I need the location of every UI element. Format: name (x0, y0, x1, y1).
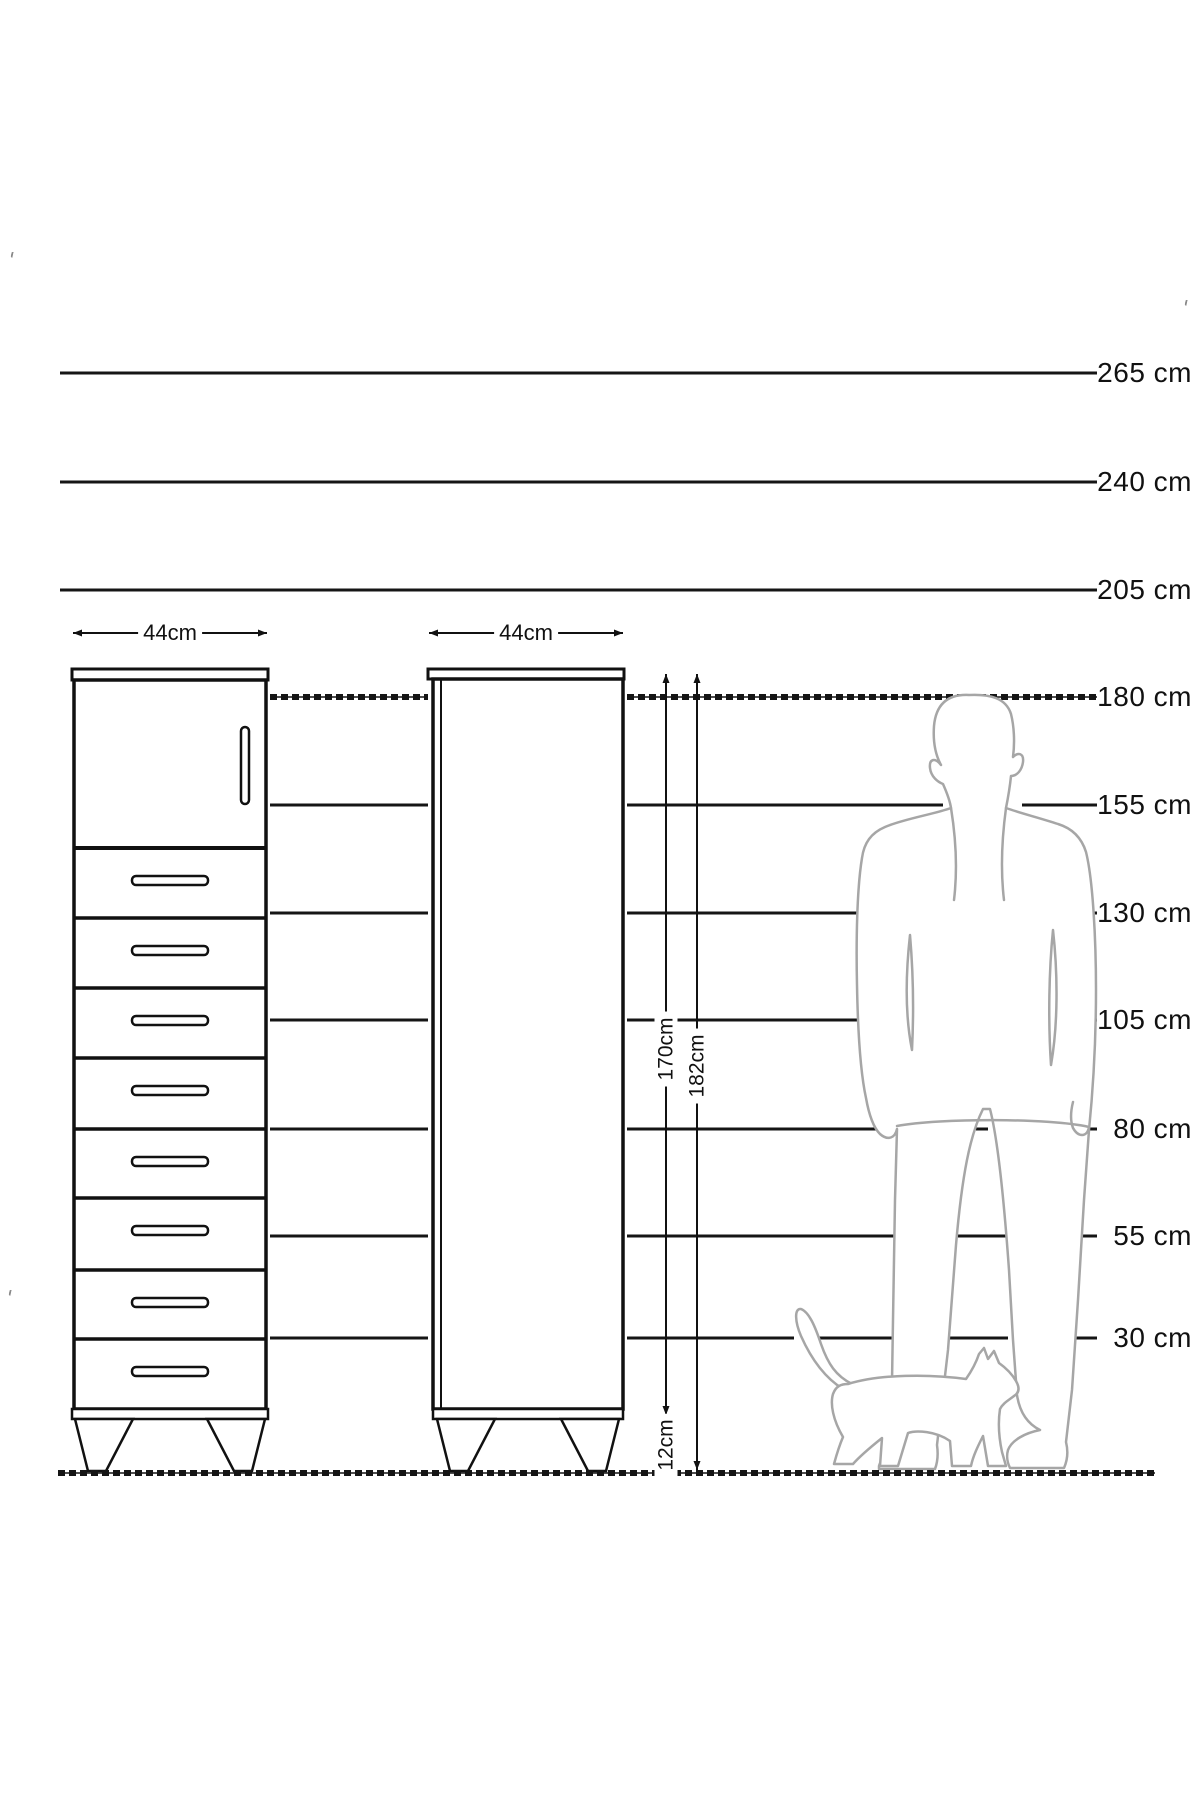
height-label-30cm: 30 cm (1113, 1322, 1192, 1353)
cabinet2-right-leg (561, 1419, 619, 1471)
door-handle (241, 727, 249, 804)
height-label-265cm: 265 cm (1097, 357, 1192, 388)
height-label-80cm: 80 cm (1113, 1113, 1192, 1144)
height-label-105cm: 105 cm (1097, 1004, 1192, 1035)
body-height-label: 170cm (655, 1011, 678, 1086)
total-height-label: 182cm (686, 1028, 709, 1103)
height-label-55cm: 55 cm (1113, 1220, 1192, 1251)
cabinet-with-drawers (72, 669, 268, 1471)
width-label-right-cabinet: 44cm (494, 621, 558, 645)
height-label-205cm: 205 cm (1097, 574, 1192, 605)
cabinet1-base (72, 1409, 268, 1419)
cat-tail (796, 1309, 852, 1389)
cabinet1-left-leg (75, 1419, 133, 1471)
man-silhouette (857, 695, 1096, 1469)
height-label-240cm: 240 cm (1097, 466, 1192, 497)
height-label-130cm: 130 cm (1097, 897, 1192, 928)
cabinet2-body (433, 679, 623, 1409)
cabinet2-left-leg (437, 1419, 495, 1471)
man-outline (857, 695, 1096, 1469)
height-label-180cm: 180 cm (1097, 681, 1192, 712)
leg-height-label: 12cm (655, 1413, 678, 1476)
cabinet1-right-leg (207, 1419, 265, 1471)
width-label-left-cabinet: 44cm (138, 621, 202, 645)
cabinet-with-door (428, 669, 624, 1471)
cabinet2-base (433, 1409, 623, 1419)
height-label-155cm: 155 cm (1097, 789, 1192, 820)
